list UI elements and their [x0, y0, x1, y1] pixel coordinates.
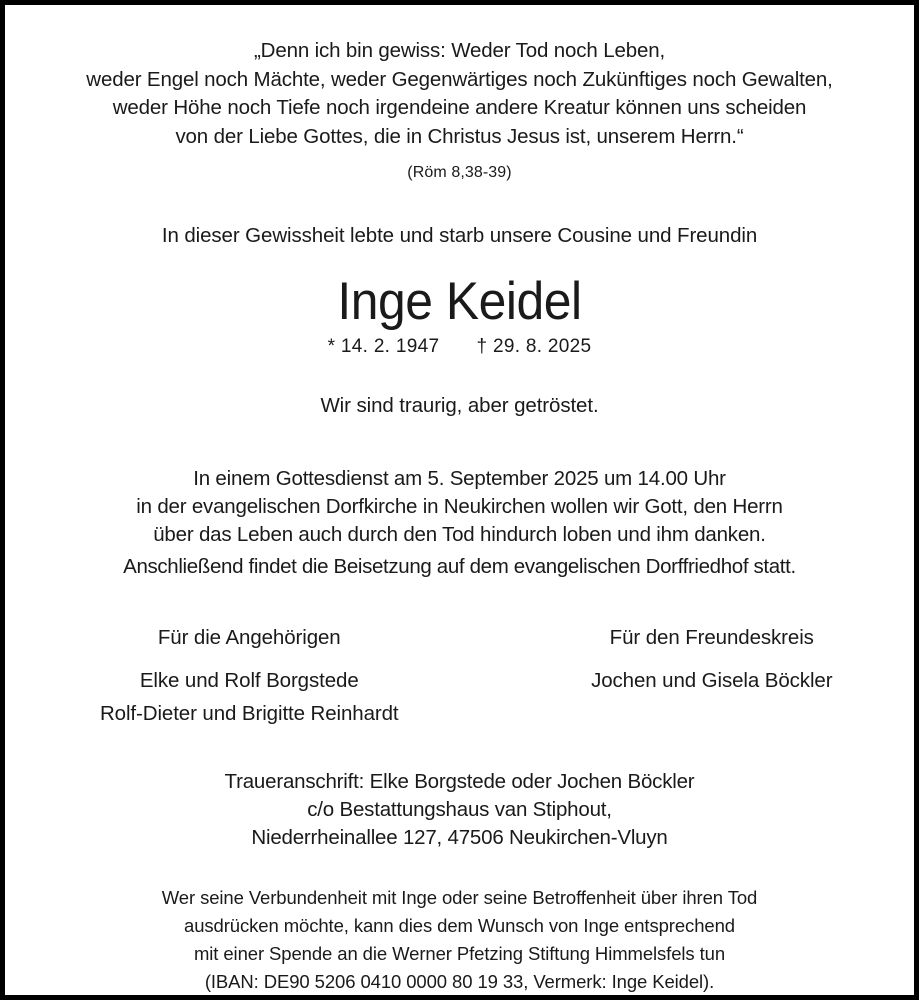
family-name-2: Rolf-Dieter und Brigitte Reinhardt	[99, 702, 399, 725]
birth-symbol: *	[327, 336, 336, 357]
donation-note	[39, 884, 880, 995]
mourning-line: Wir sind traurig, aber getröstet.	[320, 394, 599, 417]
mourning-address	[39, 768, 880, 852]
scripture-line-3: weder Höhe noch Tiefe noch irgendeine andere Kreatur können uns scheiden	[112, 96, 807, 119]
service-line-2: in der evangelischen Dorfkirche in Neukirchen wollen wir Gott, den Herrn	[136, 495, 783, 518]
family-name-1: Elke und Rolf Borgstede	[139, 669, 359, 692]
scripture-reference: (Röm 8,38-39)	[407, 164, 512, 181]
signatories	[39, 625, 880, 730]
life-dates	[39, 335, 880, 359]
burial-line: Anschließend findet die Beisetzung auf dem evangelischen Dorffriedhof statt.	[123, 555, 796, 578]
service-line-1: In einem Gottesdienst am 5. September 2025 um 14.00 Uhr	[193, 467, 726, 490]
death-date: 29. 8. 2025	[492, 336, 592, 357]
deceased-name: Inge Keidel	[337, 272, 582, 331]
donation-line-2: ausdrücken möchte, kann dies dem Wunsch von Inge entsprechend	[184, 915, 735, 936]
obituary-inner-border	[5, 5, 914, 995]
obituary-sheet	[7, 7, 912, 993]
scripture-quote	[39, 37, 880, 151]
address-line-3: Niederrheinallee 127, 47506 Neukirchen-Vluyn	[251, 826, 668, 849]
family-heading: Für die Angehörigen	[157, 626, 341, 649]
donation-iban-line: (IBAN: DE90 5206 0410 0000 80 19 33, Vermerk: Inge Keidel).	[204, 971, 715, 992]
friends-name-1: Jochen und Gisela Böckler	[591, 669, 833, 692]
signatory-column-family	[39, 625, 478, 730]
donation-line-1: Wer seine Verbundenheit mit Inge oder seine Betroffenheit über ihren Tod	[161, 887, 758, 908]
signatory-column-friends	[478, 625, 915, 730]
scripture-line-2: weder Engel noch Mächte, weder Gegenwärtiges noch Zukünftiges noch Gewalten,	[86, 67, 833, 91]
address-line-1: Traueranschrift: Elke Borgstede oder Jochen Böckler	[224, 770, 695, 793]
death-symbol: †	[476, 336, 488, 357]
friends-heading: Für den Freundeskreis	[609, 626, 814, 649]
birth-date: 14. 2. 1947	[340, 336, 440, 357]
service-line-3: über das Leben auch durch den Tod hindurch loben und ihm danken.	[153, 523, 766, 546]
donation-line-3: mit einer Spende an die Werner Pfetzing Stiftung Himmelsfels tun	[193, 943, 726, 964]
service-details	[39, 465, 880, 581]
address-line-2: c/o Bestattungshaus van Stiphout,	[307, 798, 612, 821]
scripture-line-1: „Denn ich bin gewiss: Weder Tod noch Leben,	[253, 39, 666, 62]
scripture-line-4: von der Liebe Gottes, die in Christus Jesus ist, unserem Herrn.“	[175, 124, 744, 148]
intro-line: In dieser Gewissheit lebte und starb unsere Cousine und Freundin	[161, 224, 758, 247]
